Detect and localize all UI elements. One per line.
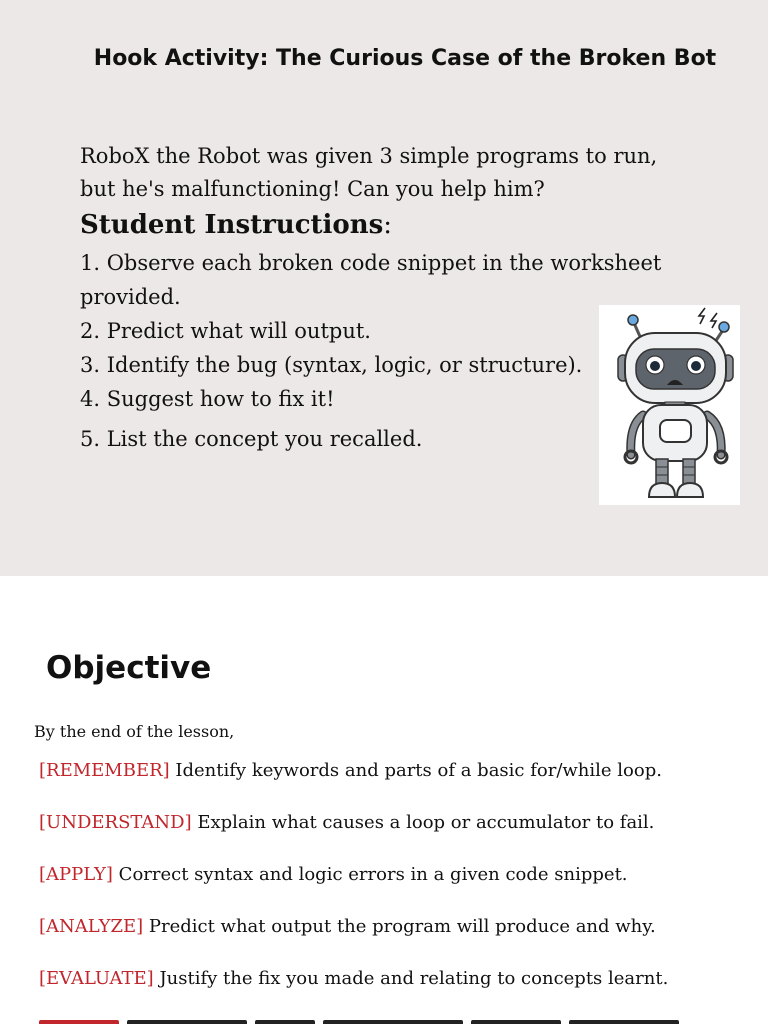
clipped-text-line [39, 1016, 699, 1024]
instruction-step-1: 1. Observe each broken code snippet in the worksheet provided. [80, 251, 662, 309]
objective-tag: [UNDERSTAND] [39, 812, 192, 833]
objective-evaluate [39, 965, 759, 1017]
instructions-heading-colon: : [383, 210, 393, 240]
objective-tag: [EVALUATE] [39, 968, 154, 989]
objective-text: Explain what causes a loop or accumulator to fail. [191, 812, 655, 833]
instruction-step-4: 4. Suggest how to fix it! [80, 387, 335, 411]
instruction-step-2: 2. Predict what will output. [80, 319, 371, 343]
intro-line-2: but he's malfunctioning! Can you help him? [80, 177, 545, 201]
instructions-heading-text: Student Instructions [80, 210, 384, 240]
objective-text: Justify the fix you made and relating to concepts learnt. [153, 968, 669, 989]
slide-title: Hook Activity: The Curious Case of the Broken Bot [93, 46, 717, 71]
instruction-step-5: 5. List the concept you recalled. [80, 427, 423, 451]
objective-text: Identify keywords and parts of a basic for/while loop. [169, 760, 662, 781]
intro-text [80, 140, 700, 206]
robot-icon [599, 305, 740, 505]
instruction-step-3: 3. Identify the bug (syntax, logic, or structure). [80, 353, 583, 377]
objective-understand [39, 809, 759, 861]
objective-lead: By the end of the lesson, [34, 722, 235, 741]
objective-text: Predict what output the program will produce and why. [143, 916, 656, 937]
objective-remember [39, 757, 759, 809]
objective-tag: [ANALYZE] [39, 916, 144, 937]
robot-image [599, 305, 740, 505]
objective-text: Correct syntax and logic errors in a given code snippet. [112, 864, 628, 885]
objectives-list [39, 757, 759, 1017]
intro-line-1: RoboX the Robot was given 3 simple programs to run, [80, 144, 658, 168]
objective-analyze [39, 913, 759, 965]
objective-apply [39, 861, 759, 913]
instructions-heading [80, 207, 392, 243]
objective-tag: [REMEMBER] [39, 760, 170, 781]
objective-heading: Objective [46, 650, 212, 686]
objective-tag: [APPLY] [39, 864, 113, 885]
